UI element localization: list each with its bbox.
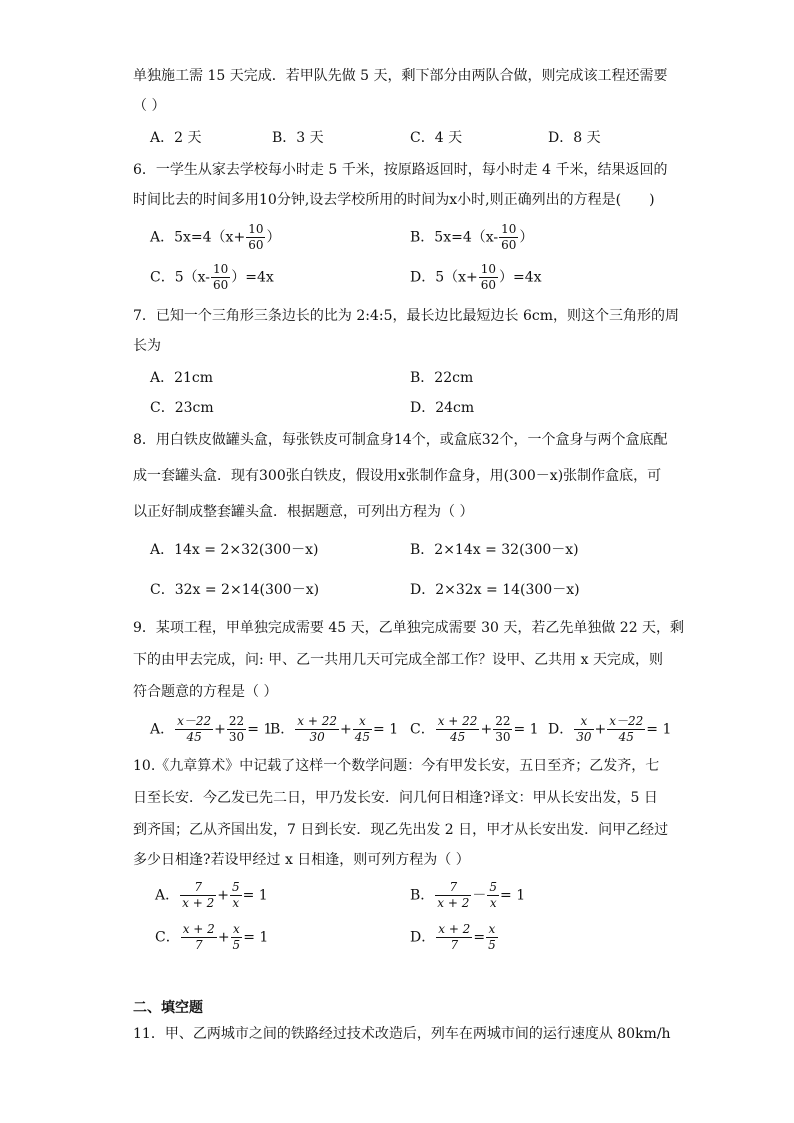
q10-text-line1: 10.《九章算术》中记载了这样一个数学问题：今有甲发长安，五日至齐；乙发齐，七	[133, 758, 660, 774]
q10-text-line3: 到齐国；乙从齐国出发，7 日到长安．现乙先出发 2 日，甲才从长安出发．问甲乙经过	[133, 822, 669, 838]
q7-option-a[interactable]: A．21cm	[150, 370, 214, 386]
q5-option-d[interactable]: D．8 天	[548, 130, 601, 146]
q9-text-line1: 9．某项工程，甲单独完成需要 45 天，乙单独完成需要 30 天，若乙先单独做 22 天，剩	[133, 620, 685, 636]
q6-b-fraction: $\frac{10}{60}$	[501, 222, 517, 252]
q5-text-line1: 单独施工需 15 天完成．若甲队先做 5 天，剩下部分由两队合做，则完成该工程还需要	[133, 68, 668, 84]
q5-option-c[interactable]: C．4 天	[410, 130, 463, 146]
q10-option-b[interactable]: B． $\frac{7}{x + 2}$ － $\frac{5}{x}$ = 1	[410, 880, 526, 910]
q10-a-frac1: $\frac{7}{x + 2}$	[182, 880, 215, 910]
q10-option-d[interactable]: D． $\frac{x + 2}{7}$ = $\frac{x}{5}$	[410, 922, 496, 952]
q7-text-line2: 长为	[133, 338, 161, 354]
q10-text-line4: 多少日相逢?若设甲经过 x 日相逢，则可列方程为（ ）	[133, 852, 470, 868]
q9-text-line2: 下的由甲去完成，问: 甲、乙一共用几天可完成全部工作？设甲、乙共用 x 天完成，则	[133, 652, 663, 668]
q9-c-frac2: $\frac{22}{30}$	[495, 714, 511, 744]
q7-option-d[interactable]: D．24cm	[410, 400, 475, 416]
q9-option-c[interactable]: C． $\frac{x + 22}{45}$ + $\frac{22}{30}$ = 1	[410, 714, 539, 744]
q8-text-line3: 以正好制成整套罐头盒．根据题意，可列出方程为（ ）	[133, 504, 474, 520]
q10-option-a[interactable]: A． $\frac{7}{x + 2}$ + $\frac{5}{x}$ = 1	[155, 880, 268, 910]
q6-option-d[interactable]: D．5（x+ $\frac{10}{60}$ ）=4x	[410, 262, 542, 292]
q5-paren: （ ）	[133, 98, 166, 114]
q9-a-frac1: $\frac{x-22}{45}$	[177, 714, 212, 744]
q7-option-b[interactable]: B．22cm	[410, 370, 474, 386]
q10-a-frac2: $\frac{5}{x}$	[231, 880, 240, 910]
q10-b-frac1: $\frac{7}{x + 2}$	[437, 880, 470, 910]
q6-a-fraction: $\frac{10}{60}$	[248, 222, 264, 252]
q10-d-frac2: $\frac{x}{5}$	[488, 922, 496, 952]
q10-d-frac1: $\frac{x + 2}{7}$	[438, 922, 471, 952]
q10-option-c[interactable]: C． $\frac{x + 2}{7}$ + $\frac{x}{5}$ = 1	[155, 922, 269, 952]
q5-option-b[interactable]: B．3 天	[272, 130, 324, 146]
q10-c-frac1: $\frac{x + 2}{7}$	[182, 922, 215, 952]
q9-text-line3: 符合题意的方程是（ ）	[133, 684, 278, 700]
q9-c-frac1: $\frac{x + 22}{45}$	[437, 714, 478, 744]
q9-option-b[interactable]: B． $\frac{x + 22}{30}$ + $\frac{x}{45}$ = 1	[270, 714, 399, 744]
q8-text-line1: 8．用白铁皮做罐头盒，每张铁皮可制盒身14个，或盒底32个，一个盒身与两个盒底配	[133, 432, 668, 448]
q10-b-frac2: $\frac{5}{x}$	[489, 880, 498, 910]
q8-text-line2: 成一套罐头盒．现有300张白铁皮，假设用x张制作盒身，用(300－x)张制作盒底，可	[133, 468, 662, 484]
q8-option-b[interactable]: B．2×14x = 32(300－x)	[410, 542, 579, 558]
q9-a-frac2: $\frac{22}{30}$	[228, 714, 245, 744]
q6-option-a[interactable]: A．5x=4（x+ $\frac{10}{60}$ ）	[150, 222, 281, 252]
section-title-fill-in: 二、填空题	[133, 1000, 203, 1016]
q8-option-c[interactable]: C．32x = 2×14(300－x)	[150, 582, 320, 598]
q9-d-frac1: $\frac{x}{30}$	[576, 714, 592, 744]
q9-b-frac2: $\frac{x}{45}$	[354, 714, 371, 744]
q10-c-frac2: $\frac{x}{5}$	[232, 922, 241, 952]
q6-text-line1: 6．一学生从家去学校每小时走 5 千米，按原路返回时，每小时走 4 千米，结果返回的	[133, 162, 668, 178]
q10-text-line2: 日至长安．今乙发已先二日，甲乃发长安．问几何日相逢?译文：甲从长安出发，5 日	[133, 790, 658, 806]
q8-option-a[interactable]: A．14x = 2×32(300－x)	[150, 542, 319, 558]
q9-d-frac2: $\frac{x-22}{45}$	[609, 714, 644, 744]
q5-option-a[interactable]: A．2 天	[150, 130, 202, 146]
q7-text-line1: 7．已知一个三角形三条边长的比为 2:4:5，最长边比最短边长 6cm，则这个三角形的周	[133, 308, 679, 324]
q9-option-d[interactable]: D． $\frac{x}{30}$ + $\frac{x-22}{45}$ = 1	[548, 714, 672, 744]
q6-d-fraction: $\frac{10}{60}$	[480, 262, 497, 292]
q6-text-line2: 时间比去的时间多用10分钟,设去学校所用的时间为x小时,则正确列出的方程是( )	[133, 192, 655, 208]
q9-b-frac1: $\frac{x + 22}{30}$	[297, 714, 338, 744]
q7-option-c[interactable]: C．23cm	[150, 400, 214, 416]
q6-c-fraction: $\frac{10}{60}$	[213, 262, 229, 292]
q11-text-line1: 11．甲、乙两城市之间的铁路经过技术改造后，列车在两城市间的运行速度从 80km/h	[133, 1026, 671, 1042]
q6-option-b[interactable]: B．5x=4（x- $\frac{10}{60}$ ）	[410, 222, 534, 252]
q6-option-c[interactable]: C．5（x- $\frac{10}{60}$ ）=4x	[150, 262, 274, 292]
q9-option-a[interactable]: A． $\frac{x-22}{45}$ + $\frac{22}{30}$ = 1	[150, 714, 273, 744]
q8-option-d[interactable]: D．2×32x = 14(300－x)	[410, 582, 580, 598]
